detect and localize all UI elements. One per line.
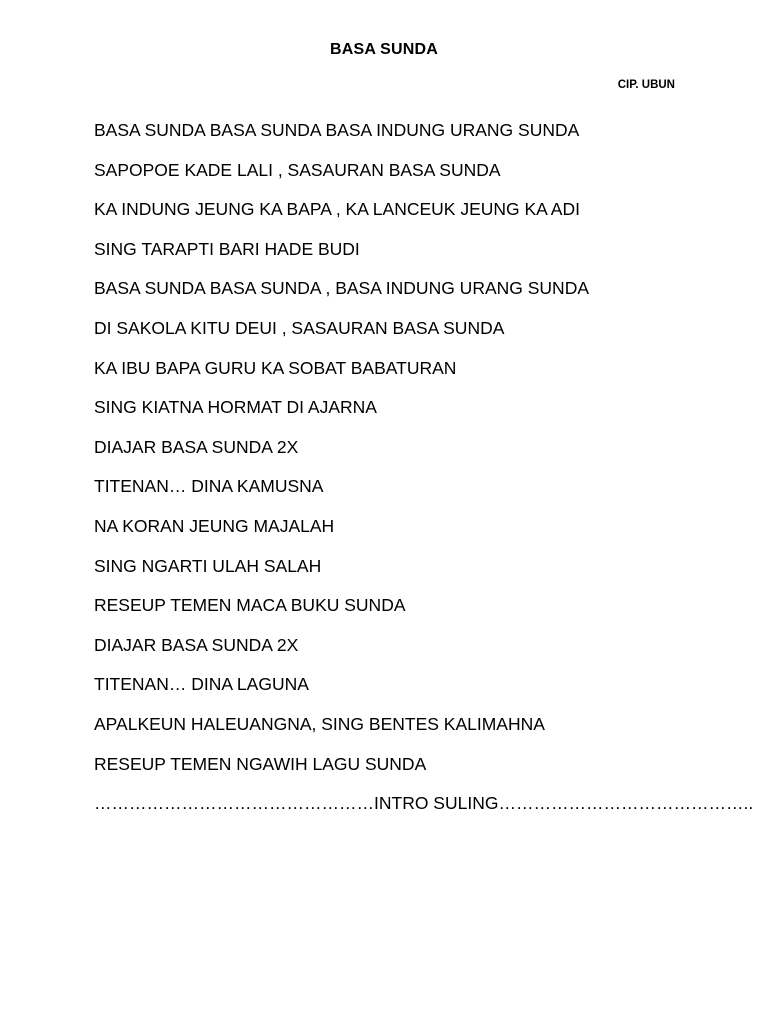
lyrics-list bbox=[94, 111, 754, 824]
lyric-line-16: APALKEUN HALEUANGNA, SING BENTES KALIMAHNA bbox=[94, 713, 545, 734]
lyric-line-13: RESEUP TEMEN MACA BUKU SUNDA bbox=[94, 595, 406, 616]
document-title: BASA SUNDA bbox=[329, 41, 439, 58]
lyric-line-15: TITENAN… DINA LAGUNA bbox=[94, 674, 309, 695]
lyric-line-10: TITENAN… DINA KAMUSNA bbox=[94, 476, 324, 497]
lyric-line-12: SING NGARTI ULAH SALAH bbox=[94, 555, 322, 576]
author-credit: CIP. UBUN bbox=[617, 79, 675, 91]
lyric-line-14: DIAJAR BASA SUNDA 2X bbox=[94, 634, 299, 655]
lyric-line-2: SAPOPOE KADE LALI , SASAURAN BASA SUNDA bbox=[94, 159, 501, 180]
lyric-line-7: KA IBU BAPA GURU KA SOBAT BABATURAN bbox=[94, 357, 457, 378]
lyric-line-3: KA INDUNG JEUNG KA BAPA , KA LANCEUK JEUNG KA ADI bbox=[94, 199, 580, 220]
lyric-line-9: DIAJAR BASA SUNDA 2X bbox=[94, 436, 299, 457]
lyric-line-4: SING TARAPTI BARI HADE BUDI bbox=[94, 238, 360, 259]
lyric-line-5: BASA SUNDA BASA SUNDA , BASA INDUNG URANG SUNDA bbox=[94, 278, 589, 299]
lyric-line-11: NA KORAN JEUNG MAJALAH bbox=[94, 515, 335, 536]
lyric-line-8: SING KIATNA HORMAT DI AJARNA bbox=[94, 397, 377, 418]
lyric-line-17: RESEUP TEMEN NGAWIH LAGU SUNDA bbox=[94, 753, 427, 774]
lyric-line-1: BASA SUNDA BASA SUNDA BASA INDUNG URANG SUNDA bbox=[94, 120, 580, 140]
lyric-line-18: …………………………………………INTRO SULING…………………………………….. bbox=[94, 793, 754, 814]
lyric-line-6: DI SAKOLA KITU DEUI , SASAURAN BASA SUNDA bbox=[94, 317, 505, 338]
